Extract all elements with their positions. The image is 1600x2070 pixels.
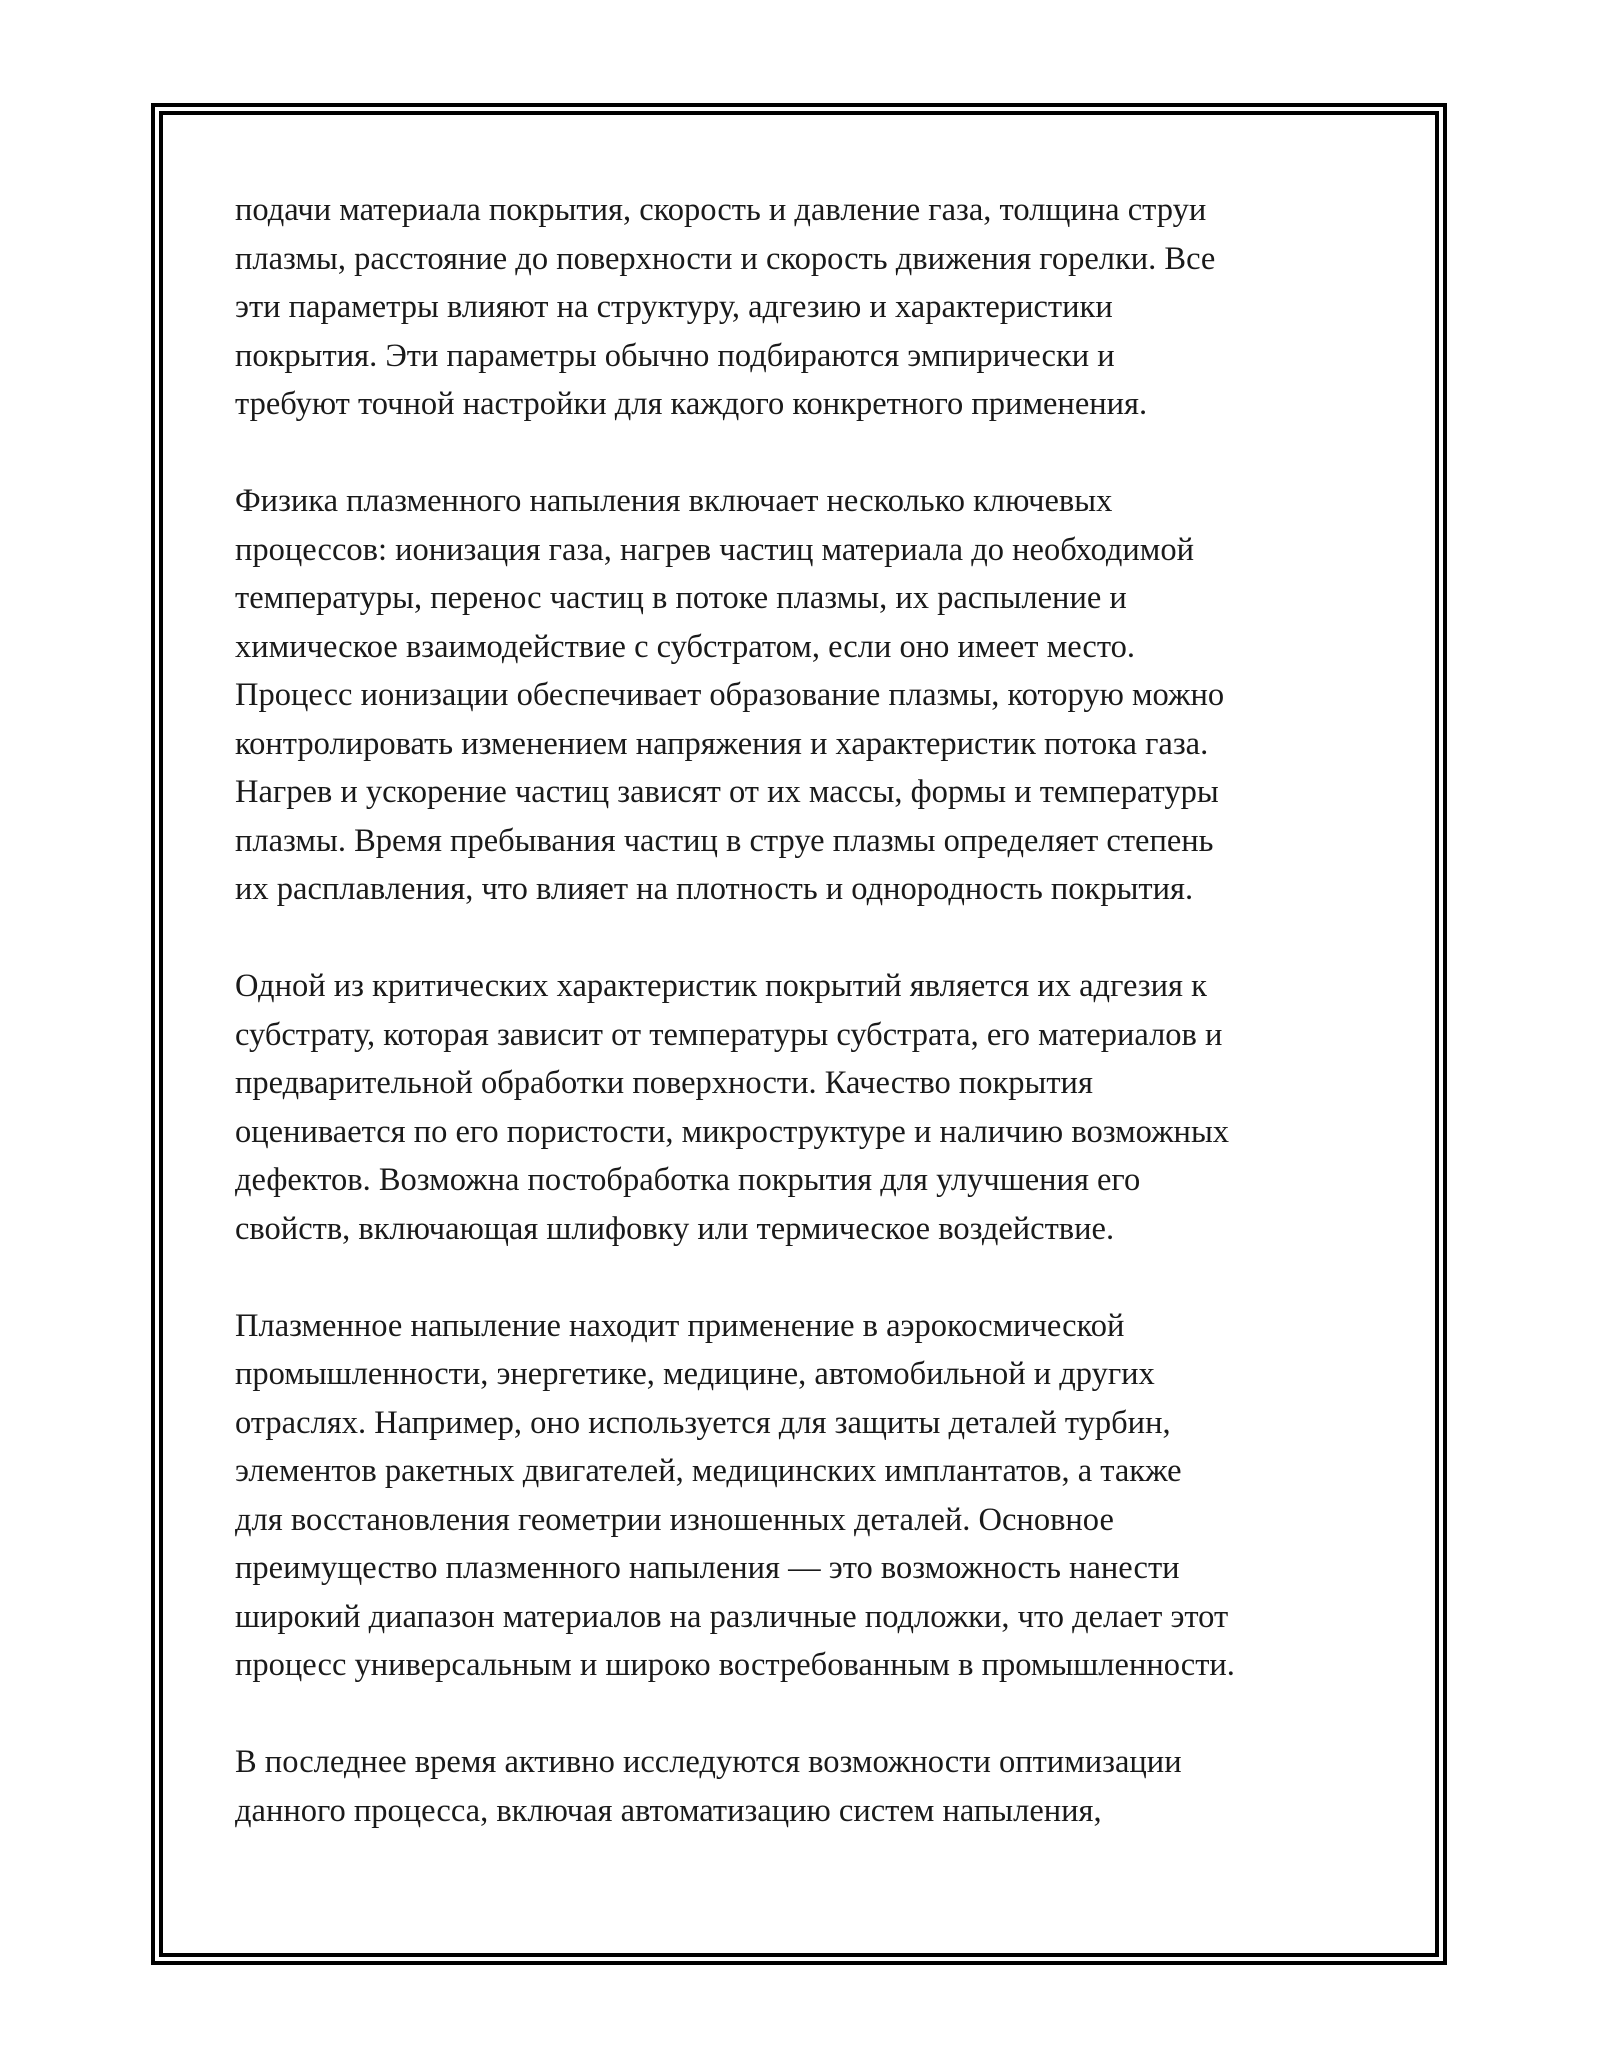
document-body bbox=[235, 186, 1385, 1835]
paragraph-coating-adhesion: Одной из критических характеристик покрытий является их адгезия к субстрату, которая зависит от температуры субстрата, его материалов и предварительной обработки поверхности. Качество покрытия оценивается по его пористости, микроструктуре и наличию возможных дефектов. Возможна постобработка покрытия для улучшения его свойств, включающая шлифовку или термическое воздействие. bbox=[235, 968, 1230, 1247]
paragraph-applications: Плазменное напыление находит применение в аэрокосмической промышленности, энергетике, медицине, автомобильной и других отраслях. Например, оно используется для защиты деталей турбин, элементов ракетных двигателей, медицинских имплантатов, а также для восстановления геометрии изношенных деталей. Основное преимущество плазменного напыления — это возможность нанести широкий диапазон материалов на различные подложки, что делает этот процесс универсальным и широко востребованным в промышленности. bbox=[235, 1307, 1235, 1683]
paragraph-optimization: В последнее время активно исследуются возможности оптимизации данного процесса, включая автоматизацию систем напыления, bbox=[235, 1744, 1182, 1829]
paragraph-spray-parameters: подачи материала покрытия, скорость и давление газа, толщина струи плазмы, расстояние до поверхности и скорость движения горелки. Все эти параметры влияют на структуру, адгезию и характеристики покрытия. Эти параметры обычно подбираются эмпирически и требуют точной настройки для каждого конкретного применения. bbox=[235, 192, 1216, 422]
paragraph-spray-physics: Физика плазменного напыления включает несколько ключевых процессов: ионизация газа, нагрев частиц материала до необходимой температуры, перенос частиц в потоке плазмы, их распыление и химическое взаимодействие с субстратом, если оно имеет место. Процесс ионизации обеспечивает образование плазмы, которую можно контролировать изменением напряжения и характеристик потока газа. Нагрев и ускорение частиц зависят от их массы, формы и температуры плазмы. Время пребывания частиц в струе плазмы определяет степень их расплавления, что влияет на плотность и однородность покрытия. bbox=[235, 483, 1225, 907]
